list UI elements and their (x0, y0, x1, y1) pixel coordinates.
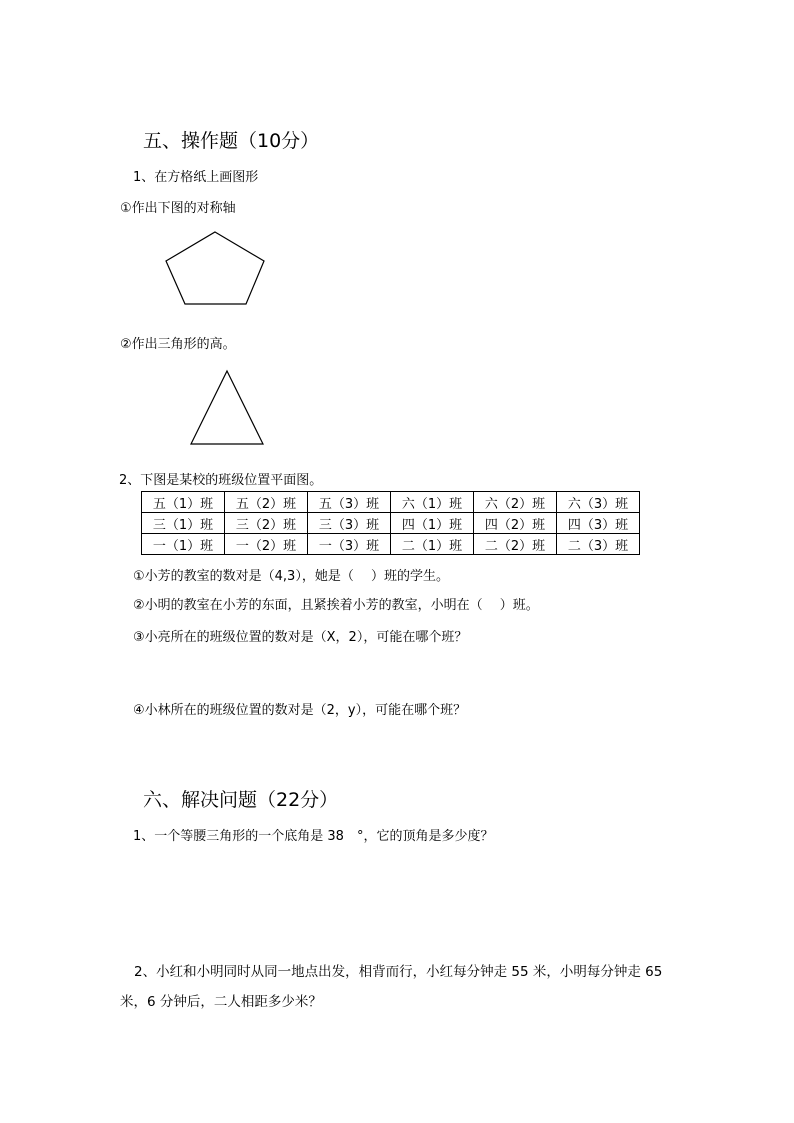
table-cell: 六（3）班 (557, 492, 640, 513)
problem-1-text: 1、一个等腰三角形的一个底角是 38 °，它的顶角是多少度？ (133, 829, 494, 844)
question-2-sub1: ①小芳的教室的数对是（4,3），她是（ ）班的学生。 (133, 569, 449, 584)
section-6-title: 六、解决问题（22分） (143, 789, 339, 811)
table-cell: 六（2）班 (474, 492, 557, 513)
class-position-table (141, 491, 640, 555)
question-1-sub2: ②作出三角形的高。 (120, 337, 236, 352)
table-row (142, 513, 640, 534)
question-2-title: 2、下图是某校的班级位置平面图。 (119, 473, 323, 488)
table-cell: 四（2）班 (474, 513, 557, 534)
section-5-title: 五、操作题（10分） (143, 130, 320, 152)
question-2-sub2: ②小明的教室在小芳的东面，且紧挨着小芳的教室，小明在（ ）班。 (133, 598, 539, 613)
question-1-sub1: ①作出下图的对称轴 (120, 201, 236, 216)
table-cell: 四（3）班 (557, 513, 640, 534)
table-cell: 一（1）班 (142, 534, 225, 555)
table-cell: 四（1）班 (391, 513, 474, 534)
question-1-title: 1、在方格纸上画图形 (133, 170, 259, 185)
problem-2-text-line2: 米，6 分钟后，二人相距多少米？ (120, 994, 322, 1010)
table-cell: 二（2）班 (474, 534, 557, 555)
triangle-figure (186, 366, 270, 448)
table-row (142, 492, 640, 513)
table-cell: 五（3）班 (308, 492, 391, 513)
problem-2-text-line1: 2、小红和小明同时从同一地点出发，相背而行，小红每分钟走 55 米，小明每分钟走 65 (134, 964, 663, 980)
table-cell: 二（1）班 (391, 534, 474, 555)
table-row (142, 534, 640, 555)
table-cell: 六（1）班 (391, 492, 474, 513)
table-cell: 五（1）班 (142, 492, 225, 513)
question-2-sub4: ④小林所在的班级位置的数对是（2，y），可能在哪个班？ (133, 703, 467, 718)
table-cell: 三（3）班 (308, 513, 391, 534)
question-2-sub3: ③小亮所在的班级位置的数对是（X，2），可能在哪个班？ (133, 630, 468, 645)
table-cell: 一（3）班 (308, 534, 391, 555)
table-cell: 五（2）班 (225, 492, 308, 513)
table-cell: 三（1）班 (142, 513, 225, 534)
pentagon-figure (160, 226, 270, 308)
table-cell: 三（2）班 (225, 513, 308, 534)
table-cell: 二（3）班 (557, 534, 640, 555)
table-cell: 一（2）班 (225, 534, 308, 555)
